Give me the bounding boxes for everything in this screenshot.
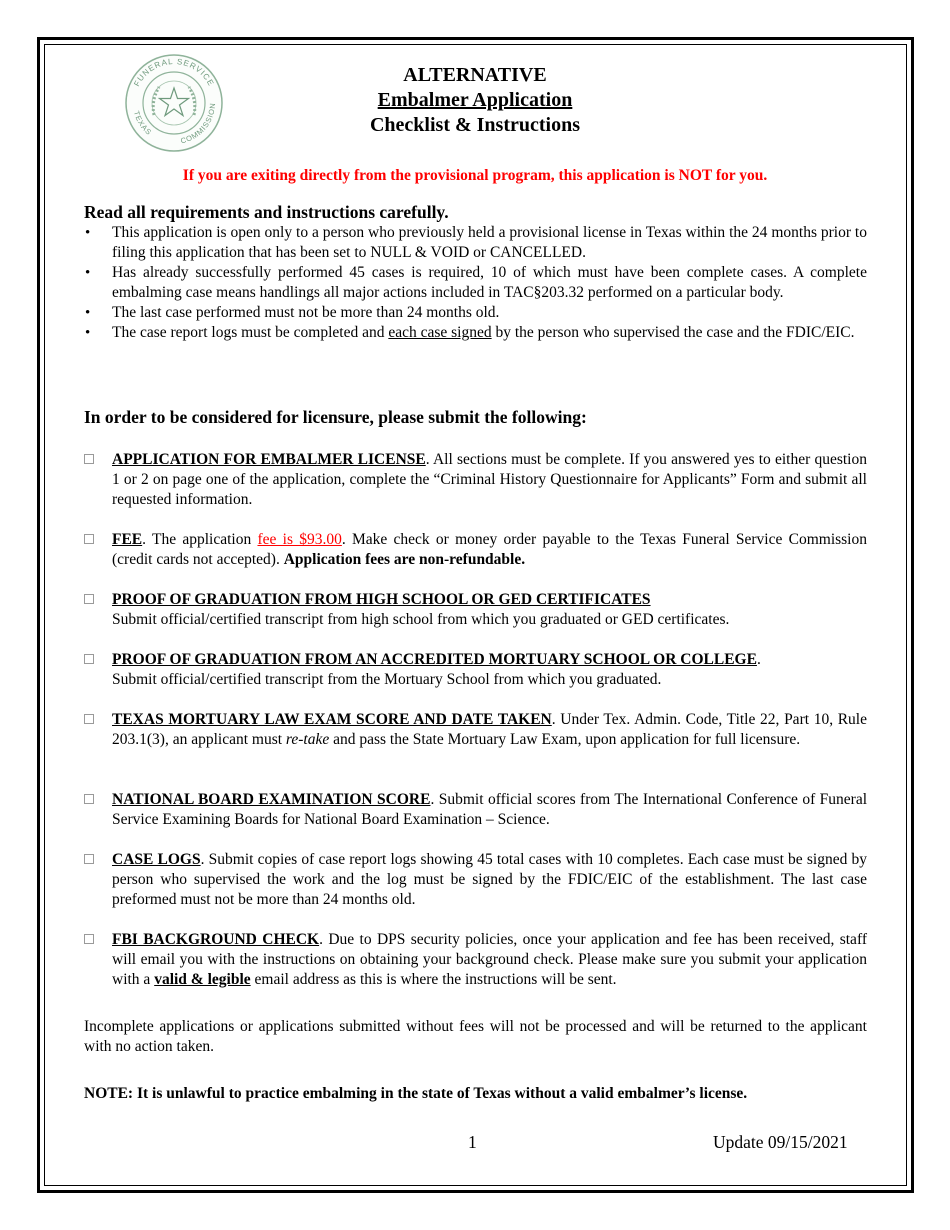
checklist-item-fbi-check: FBI BACKGROUND CHECK. Due to DPS security policies, once your application and fee has been received, staff will email you with the instructions on obtaining your background check. Please make sure you submit your application with a valid & legible email address as this is where the instructions will be sent. [84,930,867,990]
document-title: ALTERNATIVE [403,64,547,86]
legal-note: NOTE: It is unlawful to practice embalming in the state of Texas without a valid embalmer’s license. [84,1085,748,1102]
requirement-item: • The last case performed must not be more than 24 months old. [85,304,500,321]
page-number: 1 [468,1132,477,1152]
checklist-item-fee: FEE. The application fee is $93.00. Make check or money order payable to the Texas Funeral Service Commission (credit cards not accepted). Application fees are non-refundable. [84,530,867,570]
checklist-item-high-school: PROOF OF GRADUATION FROM HIGH SCHOOL OR GED CERTIFICATES Submit official/certified transcript from high school from which you graduated or GED certificates. [84,590,867,630]
seal-ring-text-left: TEXAS [131,109,154,138]
submission-heading: In order to be considered for licensure, please submit the following: [84,407,587,427]
checklist-item-national-board: NATIONAL BOARD EXAMINATION SCORE. Submit official scores from The International Conference of Funeral Service Examining Boards for National Board Examination – Science. [84,790,867,830]
checkbox[interactable] [84,654,94,664]
requirement-item: • This application is open only to a person who previously held a provisional license in Texas within the 24 months prior to filing this application that has been set to NULL & VOID or CANCELLED. [85,224,867,261]
bullet-icon: • [85,225,91,241]
incomplete-notice: Incomplete applications or applications submitted without fees will not be processed and will be returned to the applicant with no action taken. [84,1018,867,1055]
eligibility-warning: If you are exiting directly from the provisional program, this application is NOT for you. [182,167,768,184]
checkbox[interactable] [84,714,94,724]
requirements-heading: Read all requirements and instructions carefully. [84,202,449,222]
document-subtitle: Embalmer Application [377,89,573,111]
requirements-list [84,223,867,343]
seal-ring-text-right: COMMISSION [179,102,218,146]
seal-ring-text-top: FUNERAL SERVICE [132,56,216,88]
checkbox[interactable] [84,454,94,464]
checkbox[interactable] [84,534,94,544]
update-date: Update 09/15/2021 [713,1132,848,1152]
checklist-item-law-exam: TEXAS MORTUARY LAW EXAM SCORE AND DATE TAKEN. Under Tex. Admin. Code, Title 22, Part 10, Rule 203.1(3), an applicant must re-take and pass the State Mortuary Law Exam, upon application for full licensure. [84,710,867,750]
checklist-item-case-logs: CASE LOGS. Submit copies of case report logs showing 45 total cases with 10 completes. Each case must be signed by person who supervised the work and the log must be signed by the FDIC/EIC of the establishment. The last case preformed must not be more than 24 months old. [84,850,867,910]
requirement-item: • Has already successfully performed 45 cases is required, 10 of which must have been complete cases. A complete embalming case means handlings all major actions included in TAC§203.32 performed on a particular body. [85,264,867,301]
bullet-icon: • [85,265,91,281]
requirement-item: • The case report logs must be completed and each case signed by the person who supervised the case and the FDIC/EIC. [85,324,855,341]
checkbox[interactable] [84,934,94,944]
checklist-item-mortuary-school: PROOF OF GRADUATION FROM AN ACCREDITED MORTUARY SCHOOL OR COLLEGE. Submit official/certified transcript from the Mortuary School from which you graduated. [84,650,867,690]
bullet-icon: • [85,305,91,321]
texas-funeral-service-commission-seal [121,53,227,153]
checkbox[interactable] [84,594,94,604]
checklist-item-application: APPLICATION FOR EMBALMER LICENSE. All sections must be complete. If you answered yes to either question 1 or 2 on page one of the application, complete the “Criminal History Questionnaire for Applicants” Form and submit all requested information. [84,450,867,510]
document-subtitle-2: Checklist & Instructions [369,114,580,136]
checkbox[interactable] [84,854,94,864]
fee-amount: fee is $93.00 [257,531,342,548]
bullet-icon: • [85,325,91,341]
checkbox[interactable] [84,794,94,804]
